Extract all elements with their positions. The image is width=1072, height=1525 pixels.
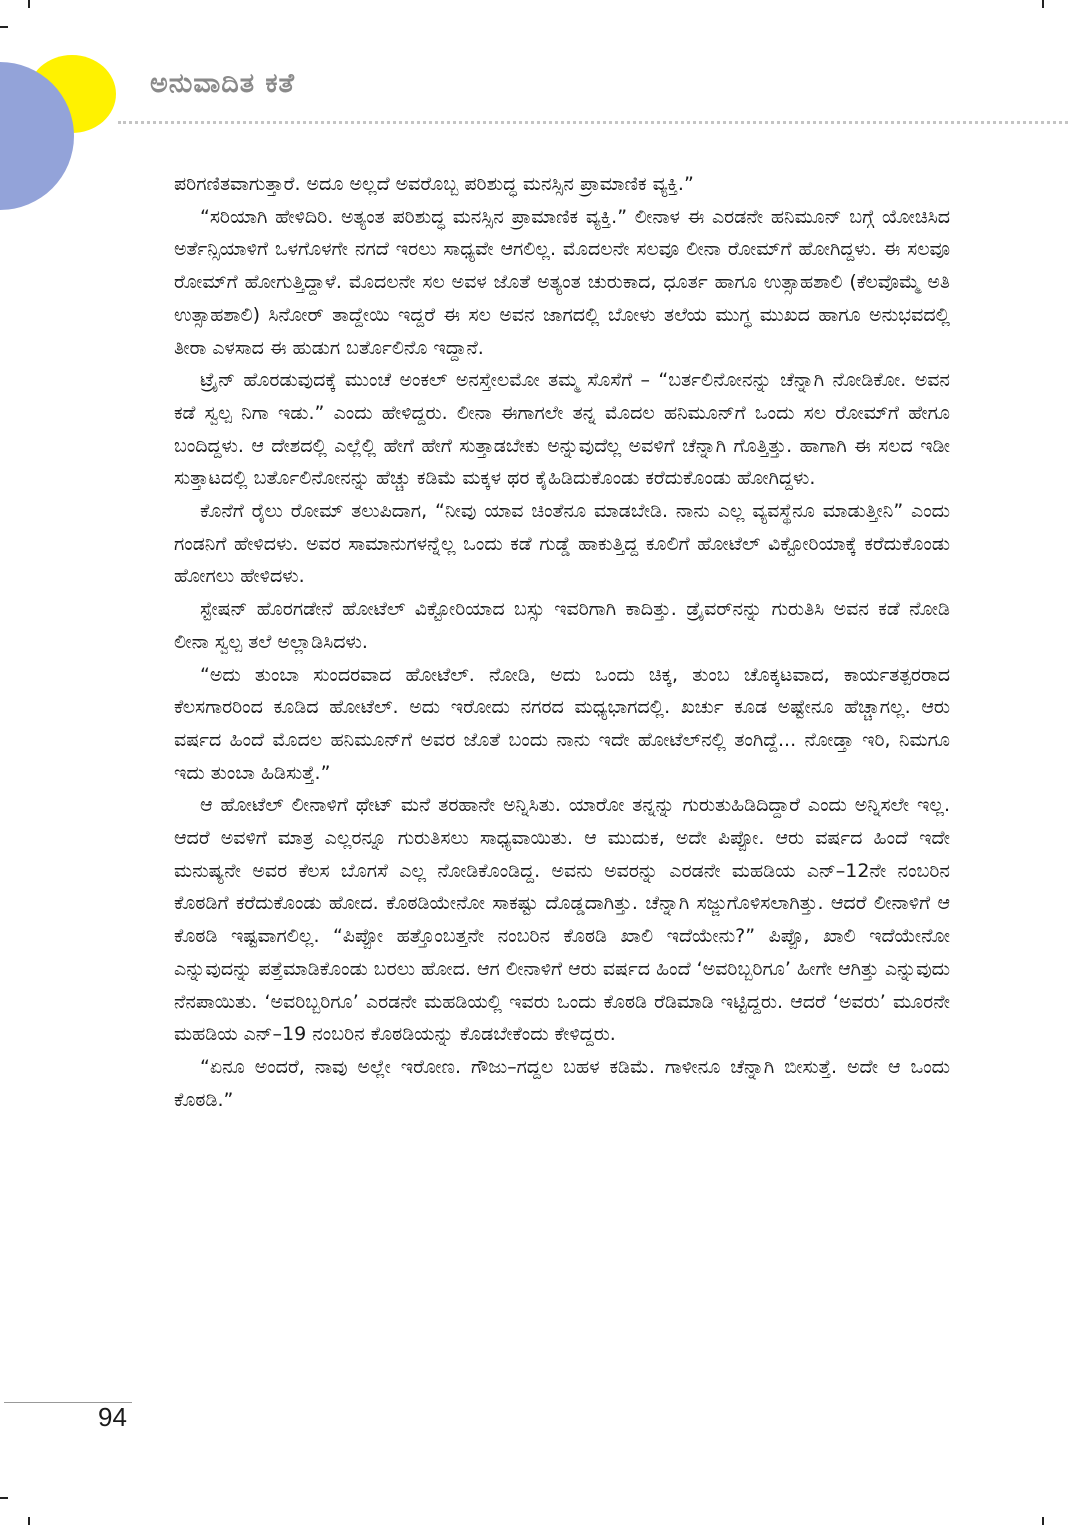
crop-mark-bottom-right <box>1042 1517 1044 1525</box>
crop-mark-top-left <box>28 0 30 8</box>
paragraph: “ಅದು ತುಂಬಾ ಸುಂದರವಾದ ಹೋಟೆಲ್. ನೋಡಿ, ಅದು ಒಂದು ಚಿಕ್ಕ, ತುಂಬ ಚೊಕ್ಕಟವಾದ, ಕಾರ್ಯತತ್ಪರರಾದ ಕೆಲಸಗಾರರಿಂದ ಕೂಡಿದ ಹೋಟೆಲ್. ಅದು ಇರೋದು ನಗರದ ಮಧ್ಯಭಾಗದಲ್ಲಿ. ಖರ್ಚು ಕೂಡ ಅಷ್ಟೇನೂ ಹೆಚ್ಚಾಗಲ್ಲ. ಆರು ವರ್ಷದ ಹಿಂದೆ ಮೊದಲ ಹನಿಮೂನ್‌ಗೆ ಅವರ ಜೊತೆ ಬಂದು ನಾನು ಇದೇ ಹೋಟೆಲ್‌ನಲ್ಲಿ ತಂಗಿದ್ದೆ... ನೋಡ್ತಾ ಇರಿ, ನಿಮಗೂ ಇದು ತುಂಬಾ ಹಿಡಿಸುತ್ತೆ.” <box>174 663 950 784</box>
crop-mark-top-right <box>1042 0 1044 8</box>
header-dotted-rule <box>118 121 1068 124</box>
story-text <box>174 168 950 1116</box>
paragraph: ಆ ಹೋಟೆಲ್ ಲೀನಾಳಿಗೆ ಥೇಟ್ ಮನೆ ತರಹಾನೇ ಅನ್ನಿಸಿತು. ಯಾರೋ ತನ್ನನ್ನು ಗುರುತುಹಿಡಿದಿದ್ದಾರೆ ಎಂದು ಅನ್ನಿಸಲೇ ಇಲ್ಲ. ಆದರೆ ಅವಳಿಗೆ ಮಾತ್ರ ಎಲ್ಲರನ್ನೂ ಗುರುತಿಸಲು ಸಾಧ್ಯವಾಯಿತು. ಆ ಮುದುಕ, ಅದೇ ಪಿಪ್ಪೋ. ಆರು ವರ್ಷದ ಹಿಂದೆ ಇದೇ ಮನುಷ್ಯನೇ ಅವರ ಕೆಲಸ ಬೊಗಸೆ ಎಲ್ಲ ನೋಡಿಕೊಂಡಿದ್ದ. ಅವನು ಅವರನ್ನು ಎರಡನೇ ಮಹಡಿಯ ಎನ್–12ನೇ ನಂಬರಿನ ಕೊಠಡಿಗೆ ಕರೆದುಕೊಂಡು ಹೋದ. ಕೊಠಡಿಯೇನೋ ಸಾಕಷ್ಟು ದೊಡ್ಡದಾಗಿತ್ತು. ಚೆನ್ನಾಗಿ ಸಜ್ಜುಗೊಳಿಸಲಾಗಿತ್ತು. ಆದರೆ ಲೀನಾಳಿಗೆ ಆ ಕೊಠಡಿ ಇಷ್ಟವಾಗಲಿಲ್ಲ. “ಪಿಪ್ಪೋ ಹತ್ತೊಂಬತ್ತನೇ ನಂಬರಿನ ಕೊಠಡಿ ಖಾಲಿ ಇದೆಯೇನು?” ಪಿಪ್ಪೊ, ಖಾಲಿ ಇದೆಯೇನೋ ಎನ್ನುವುದನ್ನು ಪತ್ತೆಮಾಡಿಕೊಂಡು ಬರಲು ಹೋದ. ಆಗ ಲೀನಾಳಿಗೆ ಆರು ವರ್ಷದ ಹಿಂದೆ ‘ಅವರಿಬ್ಬರಿಗೂ’ ಹೀಗೇ ಆಗಿತ್ತು ಎನ್ನುವುದು ನೆನಪಾಯಿತು. ‘ಅವರಿಬ್ಬರಿಗೂ’ ಎರಡನೇ ಮಹಡಿಯಲ್ಲಿ ಇವರು ಒಂದು ಕೊಠಡಿ ರೆಡಿಮಾಡಿ ಇಟ್ಟಿದ್ದರು. ಆದರೆ ‘ಅವರು’ ಮೂರನೇ ಮಹಡಿಯ ಎನ್–19 ನಂಬರಿನ ಕೊಠಡಿಯನ್ನು ಕೊಡಬೇಕೆಂದು ಕೇಳಿದ್ದರು. <box>174 794 950 1046</box>
crop-mark-bottom-left-side <box>0 1497 8 1499</box>
paragraph: “ಸರಿಯಾಗಿ ಹೇಳಿದಿರಿ. ಅತ್ಯಂತ ಪರಿಶುದ್ಧ ಮನಸ್ಸಿನ ಪ್ರಾಮಾಣಿಕ ವ್ಯಕ್ತಿ.” ಲೀನಾಳ ಈ ಎರಡನೇ ಹನಿಮೂನ್ ಬಗ್ಗೆ ಯೋಚಿಸಿದ ಅರ್ತೆನ್ಸಿಯಾಳಿಗೆ ಒಳಗೊಳಗೇ ನಗದೆ ಇರಲು ಸಾಧ್ಯವೇ ಆಗಲಿಲ್ಲ. ಮೊದಲನೇ ಸಲವೂ ಲೀನಾ ರೋಮ್‌ಗೆ ಹೋಗಿದ್ದಳು. ಈ ಸಲವೂ ರೋಮ್‌ಗೆ ಹೋಗುತ್ತಿದ್ದಾಳೆ. ಮೊದಲನೇ ಸಲ ಅವಳ ಜೊತೆ ಅತ್ಯಂತ ಚುರುಕಾದ, ಧೂರ್ತ ಹಾಗೂ ಉತ್ಸಾಹಶಾಲಿ (ಕೆಲವೊಮ್ಮೆ ಅತಿ ಉತ್ಸಾಹಶಾಲಿ) ಸಿನೋರ್ ತಾದ್ದೇಯಿ ಇದ್ದರೆ ಈ ಸಲ ಅವನ ಜಾಗದಲ್ಲಿ ಬೋಳು ತಲೆಯ ಮುಗ್ಧ ಮುಖದ ಹಾಗೂ ಅನುಭವದಲ್ಲಿ ತೀರಾ ಎಳಸಾದ ಈ ಹುಡುಗ ಬರ್ತೊಲಿನೊ ಇದ್ದಾನೆ. <box>174 205 950 359</box>
paragraph: ಪರಿಗಣಿತವಾಗುತ್ತಾರೆ. ಅದೂ ಅಲ್ಲದೆ ಅವರೊಬ್ಬ ಪರಿಶುದ್ಧ ಮನಸ್ಸಿನ ಪ್ರಾಮಾಣಿಕ ವ್ಯಕ್ತಿ.” <box>174 173 694 195</box>
paragraph: ಕೊನೆಗೆ ರೈಲು ರೋಮ್ ತಲುಪಿದಾಗ, “ನೀವು ಯಾವ ಚಿಂತೆನೂ ಮಾಡಬೇಡಿ. ನಾನು ಎಲ್ಲ ವ್ಯವಸ್ಥೆನೂ ಮಾಡುತ್ತೀನಿ” ಎಂದು ಗಂಡನಿಗೆ ಹೇಳಿದಳು. ಅವರ ಸಾಮಾನುಗಳನ್ನೆಲ್ಲ ಒಂದು ಕಡೆ ಗುಡ್ಡೆ ಹಾಕುತ್ತಿದ್ದ ಕೂಲಿಗೆ ಹೋಟೆಲ್ ವಿಕ್ಟೋರಿಯಾಕ್ಕೆ ಕರೆದುಕೊಂಡು ಹೋಗಲು ಹೇಳಿದಳು. <box>174 500 950 588</box>
crop-mark-bottom-left <box>28 1517 30 1525</box>
section-title: ಅನುವಾದಿತ ಕತೆ <box>150 68 295 99</box>
paragraph: ಸ್ಟೇಷನ್ ಹೊರಗಡೇನೆ ಹೋಟೆಲ್ ವಿಕ್ಟೋರಿಯಾದ ಬಸ್ಸು ಇವರಿಗಾಗಿ ಕಾದಿತ್ತು. ಡ್ರೈವರ್‌ನನ್ನು ಗುರುತಿಸಿ ಅವನ ಕಡೆ ನೋಡಿ ಲೀನಾ ಸ್ವಲ್ಪ ತಲೆ ಅಲ್ಲಾಡಿಸಿದಳು. <box>174 598 950 653</box>
paragraph: ಟ್ರೈನ್ ಹೊರಡುವುದಕ್ಕೆ ಮುಂಚೆ ಅಂಕಲ್ ಅನಸ್ತೇಲಮೋ ತಮ್ಮ ಸೊಸೆಗೆ – “ಬರ್ತಲಿನೋನನ್ನು ಚೆನ್ನಾಗಿ ನೋಡಿಕೋ. ಅವನ ಕಡೆ ಸ್ವಲ್ಪ ನಿಗಾ ಇಡು.” ಎಂದು ಹೇಳಿದ್ದರು. ಲೀನಾ ಈಗಾಗಲೇ ತನ್ನ ಮೊದಲ ಹನಿಮೂನ್‌ಗೆ ಒಂದು ಸಲ ರೋಮ್‌ಗೆ ಹೇಗೂ ಬಂದಿದ್ದಳು. ಆ ದೇಶದಲ್ಲಿ ಎಲ್ಲೆಲ್ಲಿ ಹೇಗೆ ಹೇಗೆ ಸುತ್ತಾಡಬೇಕು ಅನ್ನುವುದೆಲ್ಲ ಅವಳಿಗೆ ಚೆನ್ನಾಗಿ ಗೊತ್ತಿತ್ತು. ಹಾಗಾಗಿ ಈ ಸಲದ ಇಡೀ ಸುತ್ತಾಟದಲ್ಲಿ ಬರ್ತೊಲಿನೋನನ್ನು ಹೆಚ್ಚು ಕಡಿಮೆ ಮಕ್ಕಳ ಥರ ಕೈಹಿಡಿದುಕೊಂಡು ಕರೆದುಕೊಂಡು ಹೋಗಿದ್ದಳು. <box>174 369 950 490</box>
crop-mark-top-left-side <box>0 26 8 28</box>
paragraph: “ಏನೂ ಅಂದರೆ, ನಾವು ಅಲ್ಲೇ ಇರೋಣ. ಗೌಜು–ಗದ್ದಲ ಬಹಳ ಕಡಿಮೆ. ಗಾಳೀನೂ ಚೆನ್ನಾಗಿ ಬೀಸುತ್ತೆ. ಅದೇ ಆ ಒಂದು ಕೊಠಡಿ.” <box>174 1055 950 1111</box>
page-number: 94 <box>98 1402 127 1432</box>
